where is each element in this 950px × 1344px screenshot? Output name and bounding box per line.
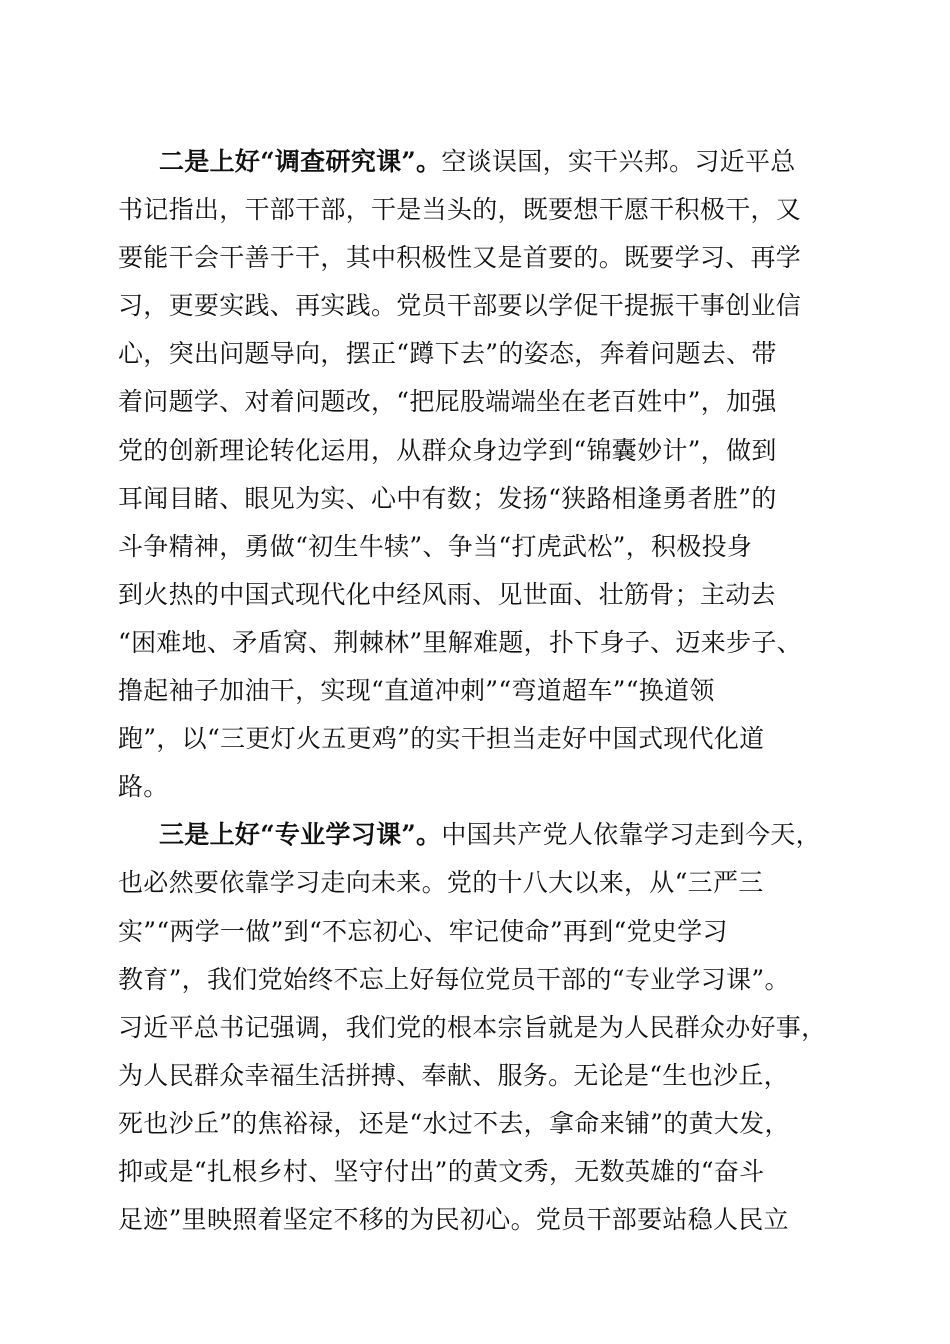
paragraph bbox=[118, 811, 838, 1244]
line-text: 党的创新理论转化运用，从群众身边学到“锦囊妙计”，做到 bbox=[118, 435, 777, 465]
line-text: 死也沙丘”的焦裕禄，还是“水过不去，拿命来铺”的黄大发， bbox=[118, 1108, 790, 1138]
line-text: 路。 bbox=[118, 772, 169, 802]
text-line bbox=[118, 1148, 838, 1196]
line-text: “困难地、矛盾窝、荆棘林”里解难题，扑下身子、迈来步子、 bbox=[118, 627, 802, 657]
text-line bbox=[118, 667, 838, 715]
line-text: 足迹”里映照着坚定不移的为民初心。党员干部要站稳人民立 bbox=[118, 1205, 789, 1235]
line-text: 心，突出问题导向，摆正“蹲下去”的姿态，奔着问题去、带 bbox=[118, 339, 777, 369]
document-body bbox=[118, 138, 838, 1244]
text-line bbox=[118, 330, 838, 378]
text-line bbox=[118, 571, 838, 619]
line-text: 到火热的中国式现代化中经风雨、见世面、壮筋骨；主动去 bbox=[118, 579, 776, 609]
text-line bbox=[118, 1196, 838, 1244]
text-line bbox=[118, 234, 838, 282]
paragraph bbox=[118, 138, 838, 811]
line-text: 习近平总书记强调，我们党的根本宗旨就是为人民群众办好事， bbox=[118, 1012, 827, 1042]
text-line bbox=[118, 523, 838, 571]
text-line bbox=[118, 427, 838, 475]
line-text: 撸起袖子加油干，实现“直道冲刺”“弯道超车”“换道领 bbox=[118, 676, 715, 706]
line-text: 斗争精神，勇做“初生牛犊”、争当“打虎武松”，积极投身 bbox=[118, 531, 753, 561]
line-text: 也必然要依靠学习走向未来。党的十八大以来，从“三严三 bbox=[118, 868, 764, 898]
text-line bbox=[118, 138, 838, 186]
text-line bbox=[118, 1052, 838, 1100]
text-line bbox=[118, 956, 838, 1004]
line-text: 实”“两学一做”到“不忘初心、牢记使命”再到“党史学习 bbox=[118, 916, 728, 946]
text-line bbox=[118, 811, 838, 859]
text-line bbox=[118, 378, 838, 426]
line-text: 跑”，以“三更灯火五更鸡”的实干担当走好中国式现代化道 bbox=[118, 724, 765, 754]
text-line bbox=[118, 1100, 838, 1148]
line-text: 教育”，我们党始终不忘上好每位党员干部的“专业学习课”。 bbox=[118, 964, 790, 994]
text-line bbox=[118, 475, 838, 523]
text-line bbox=[118, 619, 838, 667]
line-text: 为人民群众幸福生活拼搏、奉献、服务。无论是“生也沙丘， bbox=[118, 1060, 789, 1090]
text-line bbox=[118, 908, 838, 956]
line-text: 着问题学、对着问题改，“把屁股端端坐在老百姓中”，加强 bbox=[118, 387, 777, 417]
text-line bbox=[118, 859, 838, 907]
line-text: 习，更要实践、再实践。党员干部要以学促干提振干事创业信 bbox=[118, 291, 802, 321]
line-text: 空谈误国，实干兴邦。习近平总 bbox=[441, 147, 796, 176]
paragraph-heading: 三是上好“专业学习课”。 bbox=[159, 820, 442, 850]
line-text: 书记指出，干部干部，干是当头的，既要想干愿干积极干，又 bbox=[118, 195, 802, 225]
line-text: 耳闻目睹、眼见为实、心中有数；发扬“狭路相逢勇者胜”的 bbox=[118, 483, 777, 513]
text-line bbox=[118, 763, 838, 811]
text-line bbox=[118, 1004, 838, 1052]
text-line bbox=[118, 282, 838, 330]
paragraph-heading: 二是上好“调查研究课”。 bbox=[159, 147, 442, 176]
line-text: 抑或是“扎根乡村、坚守付出”的黄文秀，无数英雄的“奋斗 bbox=[118, 1156, 765, 1186]
line-text: 中国共产党人依靠学习走到今天， bbox=[441, 820, 821, 850]
line-text: 要能干会干善于干，其中积极性又是首要的。既要学习、再学 bbox=[118, 243, 802, 273]
text-line bbox=[118, 715, 838, 763]
text-line bbox=[118, 186, 838, 234]
